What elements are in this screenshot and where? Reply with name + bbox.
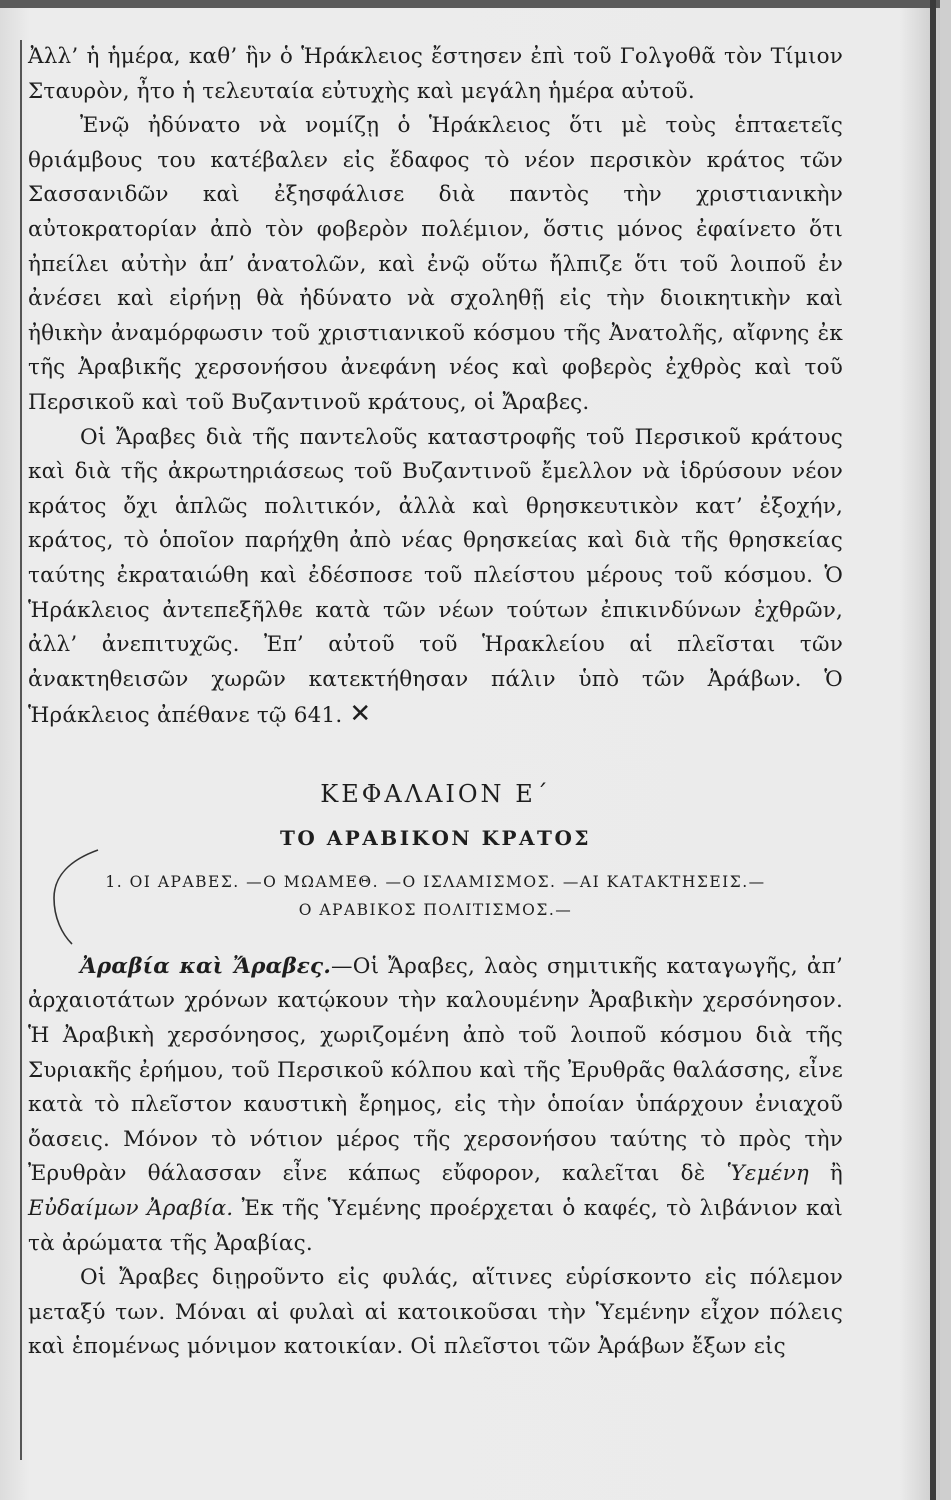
section-topics-1: ΟΙ ΑΡΑΒΕΣ. —Ο ΜΩΑΜΕΘ. —Ο ΙΣΛΑΜΙΣΜΟΣ. —ΑΙ ΚΑΤΑΚΤΗΣΕΙΣ.—	[129, 872, 766, 891]
paragraph-heraclius-triumphs: Ἐνῷ ἠδύνατο νὰ νομίζῃ ὁ Ἡράκλειος ὅτι μὲ τοὺς ἑπταετεῖς θριάμβους του κατέβαλεν εἰς ἔδαφος τὸ νέον περσικὸν κράτος τῶν Σασσανιδῶν καὶ ἐξησφάλισε διὰ παντὸς τὴν χριστιανικὴν αὐτοκρατορίαν ἀπὸ τὸν φοβερὸν πολέμιον, ὅστις μόνος ἐφαίνετο ὅτι ἠπείλει αὐτὴν ἀπ’ ἀνατολῶν, καὶ ἐνῷ οὕτω ἤλπιζε ὅτι τοῦ λοιποῦ ἐν ἀνέσει καὶ εἰρήνῃ θὰ ἠδύνατο νὰ σχοληθῇ εἰς τὴν διοικητικὴν καὶ ἠθικὴν ἀναμόρφωσιν τοῦ χριστιανικοῦ κόσμου τῆς Ἀνατολῆς, αἴφνης ἐκ τῆς Ἀραβικῆς χερσονήσου ἀνεφάνη νέος καὶ φοβερὸς ἐχθρὸς καὶ τοῦ Περσικοῦ καὶ τοῦ Βυζαντινοῦ κράτους, οἱ Ἄραβες.	[28, 113, 843, 415]
paragraph-arabia-text-a: —Οἱ Ἄραβες, λαὸς σημιτικῆς καταγωγῆς, ἀπ’ ἀρχαιοτάτων χρόνων κατῴκουν τὴν καλουμένην Ἀραβικὴν χερσόνησον. Ἡ Ἀραβικὴ χερσόνησος, χωριζομένη ἀπὸ τοῦ λοιποῦ κόσμου διὰ τῆς Συριακῆς ἐρήμου, τοῦ Περσικοῦ κόλπου καὶ τῆς Ἐρυθρᾶς θαλάσσης, εἶνε κατὰ τὸ πλεῖστον καυστικὴ ἔρημος, εἰς τὴν ὁποίαν ὑπάρχουν ἐνιαχοῦ ὄασεις. Μόνον τὸ νότιον μέρος τῆς χερσονήσου ταύτης τὸ πρὸς τὴν Ἐρυθρὰν θάλασσαν εἶνε κάπως εὔφορον, καλεῖται δὲ	[28, 953, 843, 1187]
chapter-heading: ΚΕΦΑΛΑΙΟΝ Ε΄	[320, 779, 551, 808]
binding-rule	[20, 40, 22, 1460]
paragraph-arab-tribes: Οἱ Ἄραβες διῃροῦντο εἰς φυλάς, αἵτινες εὑρίσκοντο εἰς πόλεμον μεταξύ των. Μόναι αἱ φυλαὶ αἱ κατοικοῦσαι τὴν Ὑεμένην εἶχον πόλεις καὶ ἑπομένως μόνιμον κατοικίαν. Οἱ πλεῖστοι τῶν Ἀράβων ἔξων εἰς	[28, 1265, 843, 1360]
section-summary-line-1	[28, 868, 843, 896]
section-summary	[28, 868, 843, 924]
page-body	[28, 40, 843, 1365]
chapter-title: ΤΟ ΑΡΑΒΙΚΟΝ ΚΡΑΤΟΣ	[279, 825, 592, 850]
page-margin	[940, 0, 951, 1500]
paragraph-arabia-heading: Ἀραβία καὶ Ἄραβες.	[80, 953, 332, 979]
handwritten-x-mark: ✕	[349, 699, 372, 730]
paragraph-arabia-text-b: Ἐκ τῆς Ὑεμένης προέρχεται ὁ καφές, τὸ λιβάνιον καὶ τὰ ἀρώματα τῆς Ἀραβίας.	[28, 1196, 843, 1256]
term-eudaimon-arabia: Εὐδαίμων Ἀραβία.	[28, 1196, 234, 1222]
paragraph-arabia	[28, 950, 843, 1261]
paragraph-heraclius-cross: Ἀλλ’ ἡ ἡμέρα, καθ’ ἣν ὁ Ἡράκλειος ἔστησεν ἐπὶ τοῦ Γολγοθᾶ τὸν Τίμιον Σταυρὸν, ἦτο ἡ τελευταία εὐτυχὴς καὶ μεγάλη ἡμέρα αὐτοῦ.	[28, 44, 843, 104]
term-yemen: Ὑεμένη	[726, 1161, 809, 1187]
section-number: 1.	[105, 872, 124, 891]
section-summary-line-2: Ο ΑΡΑΒΙΚΟΣ ΠΟΛΙΤΙΣΜΟΣ.—	[298, 900, 573, 919]
paragraph-arab-state-text: Οἱ Ἄραβες διὰ τῆς παντελοῦς καταστροφῆς τοῦ Περσικοῦ κράτους καὶ διὰ τῆς ἀκρωτηριάσεως τοῦ Βυζαντινοῦ ἔμελλον νὰ ἱδρύσουν νέον κράτος ὄχι ἁπλῶς πολιτικόν, ἀλλὰ καὶ θρησκευτικὸν κατ’ ἐξοχήν, κράτος, τὸ ὁποῖον παρήχθη ἀπὸ νέας θρησκείας καὶ διὰ τῆς θρησκείας ταύτης ἐκραταιώθη καὶ ἐδέσποσε τοῦ πλείστου μέρους τοῦ κόσμου. Ὁ Ἡράκλειος ἀντεπεξῆλθε κατὰ τῶν νέων τούτων ἐπικινδύνων ἐχθρῶν, ἀλλ’ ἀνεπιτυχῶς. Ἐπ’ αὐτοῦ τοῦ Ἡρακλείου αἱ πλεῖσται τῶν ἀνακτηθεισῶν χωρῶν κατεκτήθησαν πάλιν ὑπὸ τῶν Ἀράβων. Ὁ Ἡράκλειος ἀπέθανε τῷ 641.	[28, 424, 843, 729]
top-edge	[0, 0, 951, 8]
page-edge	[930, 0, 936, 1500]
word-or: ἢ	[829, 1161, 843, 1187]
paragraph-arab-state	[28, 421, 843, 734]
